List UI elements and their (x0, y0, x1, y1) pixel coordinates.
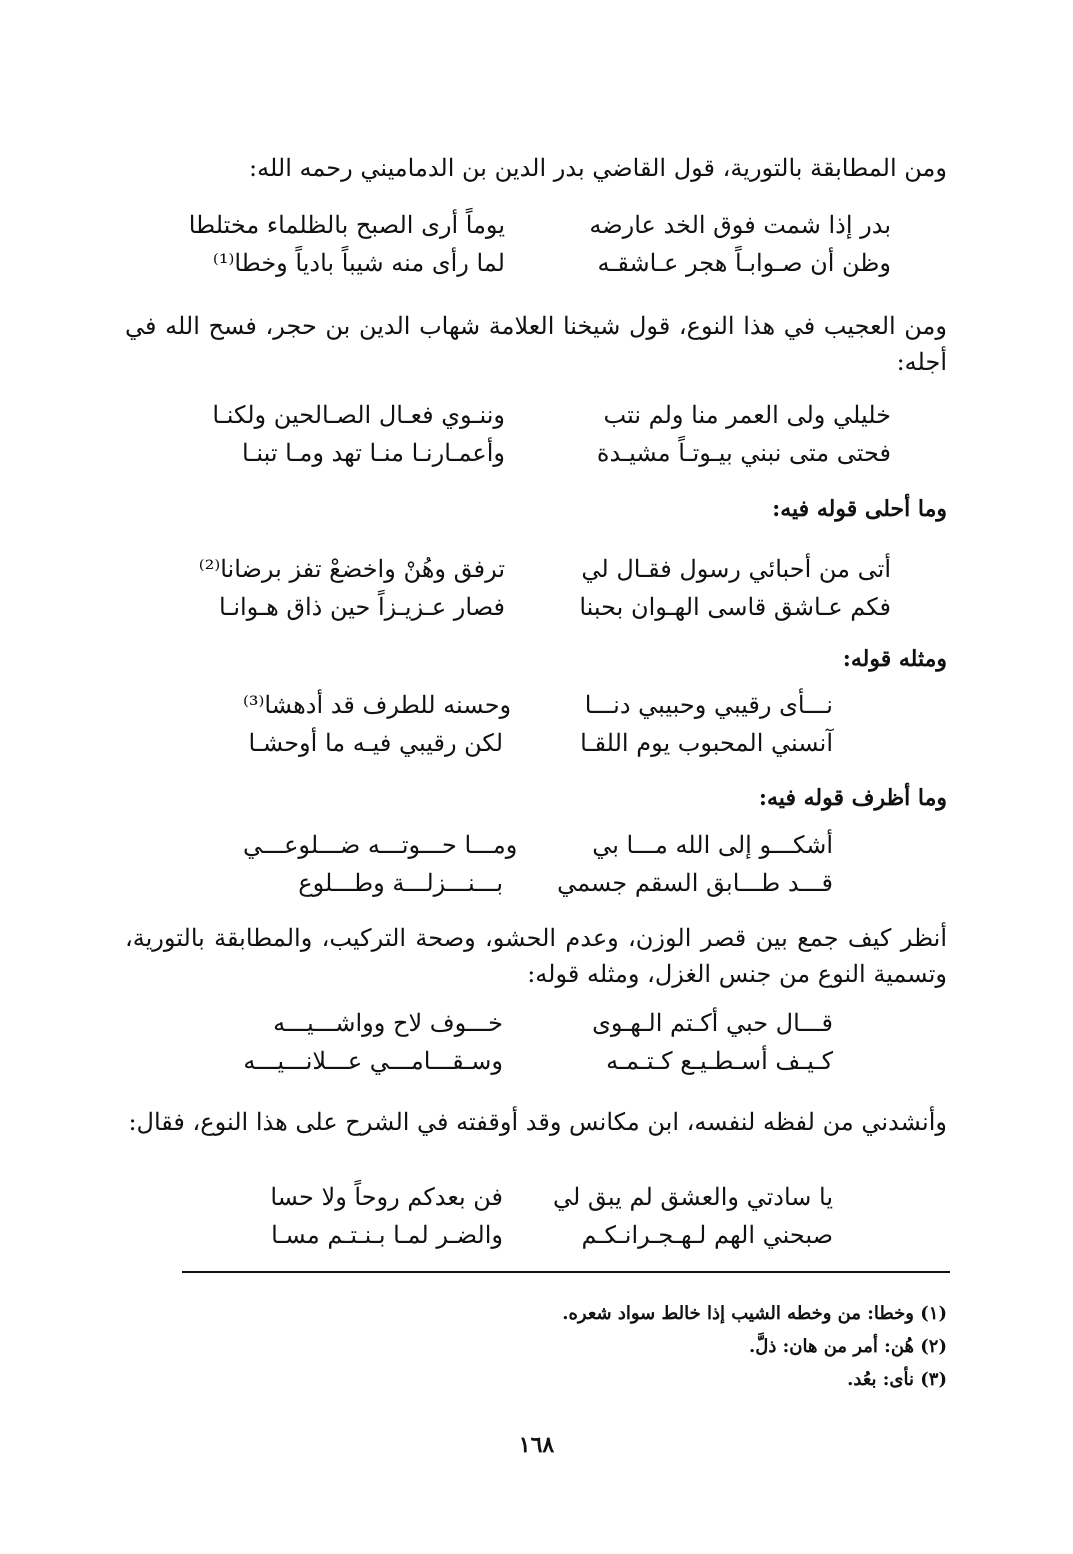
paragraph-1-text: ومن المطابقة بالتورية، قول القاضي بدر الدين بن الدماميني رحمه الله: (249, 154, 947, 182)
hemistich: آنسني المحبوب يوم اللقـا (580, 729, 833, 757)
hemistich: وظن أن صـوابـاً هجر عـاشقـه (597, 249, 891, 277)
hemistich: وسـقـــامـــي عـــلانـــيـــه (243, 1047, 503, 1075)
paragraph-5: وما أظرف قوله فيه: (758, 785, 947, 811)
footnote-separator (182, 1271, 950, 1273)
poem-3-line-2 (123, 592, 891, 630)
hemistich: صبحني الهم لـهـجـرانـكـم (581, 1221, 833, 1249)
poem-5 (243, 830, 833, 906)
hemistich: نـــأى رقيبي وحبيبي دنـــا (584, 691, 833, 719)
hemistich: فصار عـزيـزاً حين ذاق هـوانـا (218, 593, 505, 621)
hemistich: فن بعدكم روحاً ولا حسا (270, 1183, 503, 1211)
hemistich: وننـوي فعـال الصـالحين ولكنـا (212, 401, 505, 429)
hemistich: أشكـــو إلى الله مـــا بي (592, 831, 833, 859)
poem-1-line-1 (123, 210, 891, 248)
hemistich: قـــال حبي أكـتم الـهـوى (592, 1009, 833, 1037)
hemistich: يا سادتي والعشق لم يبق لي (552, 1183, 833, 1211)
hemistich: ومـــا حـــوتـــه ضـــلوعـــي (243, 831, 518, 859)
hemistich: بدر إذا شمت فوق الخد عارضه (589, 211, 891, 239)
paragraph-1 (125, 150, 947, 186)
poem-1 (123, 210, 891, 286)
poem-5-line-2 (243, 868, 833, 906)
poem-7-line-1 (243, 1182, 833, 1220)
poem-4-line-2 (243, 728, 833, 766)
hemistich: فكم عـاشق قاسى الهـوان بحبنا (579, 593, 891, 621)
poem-4 (243, 690, 833, 766)
paragraph-7 (125, 1104, 947, 1140)
poem-6-line-2 (243, 1046, 833, 1084)
poem-6-line-1 (243, 1008, 833, 1046)
hemistich: أتى من أحبائي رسول فقـال لي (581, 555, 891, 583)
poem-2-line-1 (123, 400, 891, 438)
footnote-3: (٣) نأى: بعُد. (847, 1369, 947, 1390)
poem-7 (243, 1182, 833, 1258)
paragraph-4: ومثله قوله: (842, 646, 947, 672)
hemistich: كـيـف أسـطـيـع كـتـمـه (606, 1047, 833, 1075)
hemistich: ترفق وهُنْ واخضعْ تفز برضانا⁽²⁾ (198, 555, 505, 583)
hemistich: وحسنه للطرف قد أدهشا⁽³⁾ (243, 691, 512, 719)
footnotes (562, 1297, 947, 1396)
footnote-2: (٢) هُن: أمر من هان: ذلَّ. (748, 1336, 947, 1357)
hemistich: خليلي ولى العمر منا ولم نتب (603, 401, 891, 429)
poem-1-line-2 (123, 248, 891, 286)
poem-6 (243, 1008, 833, 1084)
paragraph-7-text: وأنشدني من لفظه لنفسه، ابن مكانس وقد أوقفته في الشرح على هذا النوع، فقال: (128, 1108, 947, 1136)
paragraph-6 (125, 920, 947, 992)
hemistich: بـــنـــزلـــة وطـــلوع (298, 869, 503, 897)
hemistich: وأعمـارنـا منـا تهد ومـا تبنـا (241, 439, 505, 467)
poem-7-line-2 (243, 1220, 833, 1258)
poem-2 (123, 400, 891, 476)
paragraph-2-text: ومن العجيب في هذا النوع، قول شيخنا العلامة شهاب الدين بن حجر، فسح الله في أجله: (125, 312, 947, 376)
poem-2-line-2 (123, 438, 891, 476)
hemistich: يوماً أرى الصبح بالظلماء مختلطا (188, 211, 505, 239)
hemistich: فحتى متى نبني بيـوتـاً مشيـدة (596, 439, 891, 467)
poem-5-line-1 (243, 830, 833, 868)
page-number: ١٦٨ (518, 1432, 555, 1458)
poem-3 (123, 554, 891, 630)
hemistich: لما رأى منه شيباً بادياً وخطا⁽¹⁾ (212, 249, 505, 277)
paragraph-3: وما أحلى قوله فيه: (772, 496, 947, 522)
hemistich: والضـر لمـا بـنـتـم مسـا (271, 1221, 503, 1249)
hemistich: قـــد طـــابق السقم جسمي (557, 869, 833, 897)
paragraph-2 (125, 308, 947, 380)
poem-3-line-1 (123, 554, 891, 592)
paragraph-6-text: أنظر كيف جمع بين قصر الوزن، وعدم الحشو، وصحة التركيب، والمطابقة بالتورية، وتسمية النوع من جنس الغزل، ومثله قوله: (125, 924, 947, 988)
poem-4-line-1 (243, 690, 833, 728)
hemistich: خـــوف لاح وواشـــيـــه (273, 1009, 503, 1037)
footnote-1: (١) وخطا: من وخطه الشيب إذا خالط سواد شعره. (562, 1303, 947, 1324)
hemistich: لكن رقيبي فيـه ما أوحشـا (248, 729, 503, 757)
